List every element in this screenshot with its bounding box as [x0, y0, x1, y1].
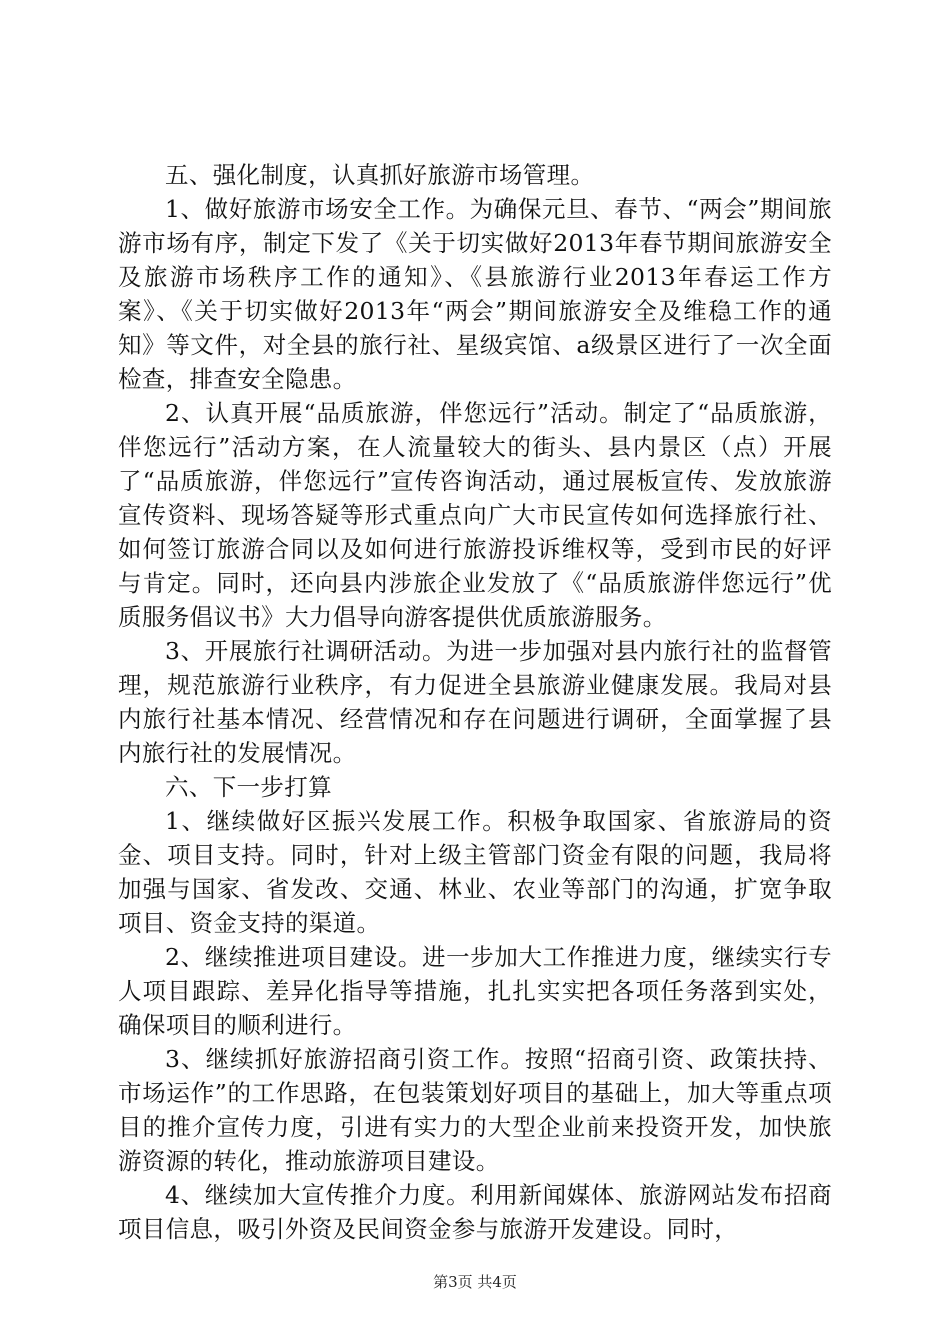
page-number-footer: 第3页 共4页 [433, 1273, 517, 1291]
paragraph-publicity: 4、继续加大宣传推介力度。利用新闻媒体、旅游网站发布招商项目信息，吸引外资及民间资金参与旅游开发建设。同时， [118, 1181, 832, 1243]
document-body [118, 158, 832, 1246]
section-heading-five: 五、强化制度，认真抓好旅游市场管理。 [165, 161, 595, 189]
section-heading-six: 六、下一步打算 [165, 773, 332, 801]
paragraph-tourism-safety: 1、做好旅游市场安全工作。为确保元旦、春节、“两会”期间旅游市场有序，制定下发了《关于切实做好2013年春节期间旅游安全及旅游市场秩序工作的通知》、《县旅游行业2013年春运工作方案》、《关于切实做好2013年“两会”期间旅游安全及维稳工作的通知》等文件，对全县的旅行社、星级宾馆、a级景区进行了一次全面检查，排查安全隐患。 [118, 195, 832, 393]
paragraph-travel-agency-survey: 3、开展旅行社调研活动。为进一步加强对县内旅行社的监督管理，规范旅游行业秩序，有力促进全县旅游业健康发展。我局对县内旅行社基本情况、经营情况和存在问题进行调研，全面掌握了县内旅行社的发展情况。 [118, 637, 832, 767]
paragraph-project-construction: 2、继续推进项目建设。进一步加大工作推进力度，继续实行专人项目跟踪、差异化指导等措施，扎扎实实把各项任务落到实处，确保项目的顺利进行。 [118, 943, 832, 1039]
paragraph-quality-tourism: 2、认真开展“品质旅游，伴您远行”活动。制定了“品质旅游，伴您远行”活动方案，在人流量较大的街头、县内景区（点）开展了“品质旅游，伴您远行”宣传咨询活动，通过展板宣传、发放旅游宣传资料、现场答疑等形式重点向广大市民宣传如何选择旅行社、如何签订旅游合同以及如何进行旅游投诉维权等，受到市民的好评与肯定。同时，还向县内涉旅企业发放了《“品质旅游伴您远行”优质服务倡议书》大力倡导向游客提供优质旅游服务。 [118, 399, 832, 631]
paragraph-investment-promotion: 3、继续抓好旅游招商引资工作。按照“招商引资、政策扶持、市场运作”的工作思路，在包装策划好项目的基础上，加大等重点项目的推介宣传力度，引进有实力的大型企业前来投资开发，加快旅游资源的转化，推动旅游项目建设。 [118, 1045, 832, 1175]
paragraph-revitalization: 1、继续做好区振兴发展工作。积极争取国家、省旅游局的资金、项目支持。同时，针对上级主管部门资金有限的问题，我局将加强与国家、省发改、交通、林业、农业等部门的沟通，扩宽争取项目、资金支持的渠道。 [118, 807, 832, 937]
